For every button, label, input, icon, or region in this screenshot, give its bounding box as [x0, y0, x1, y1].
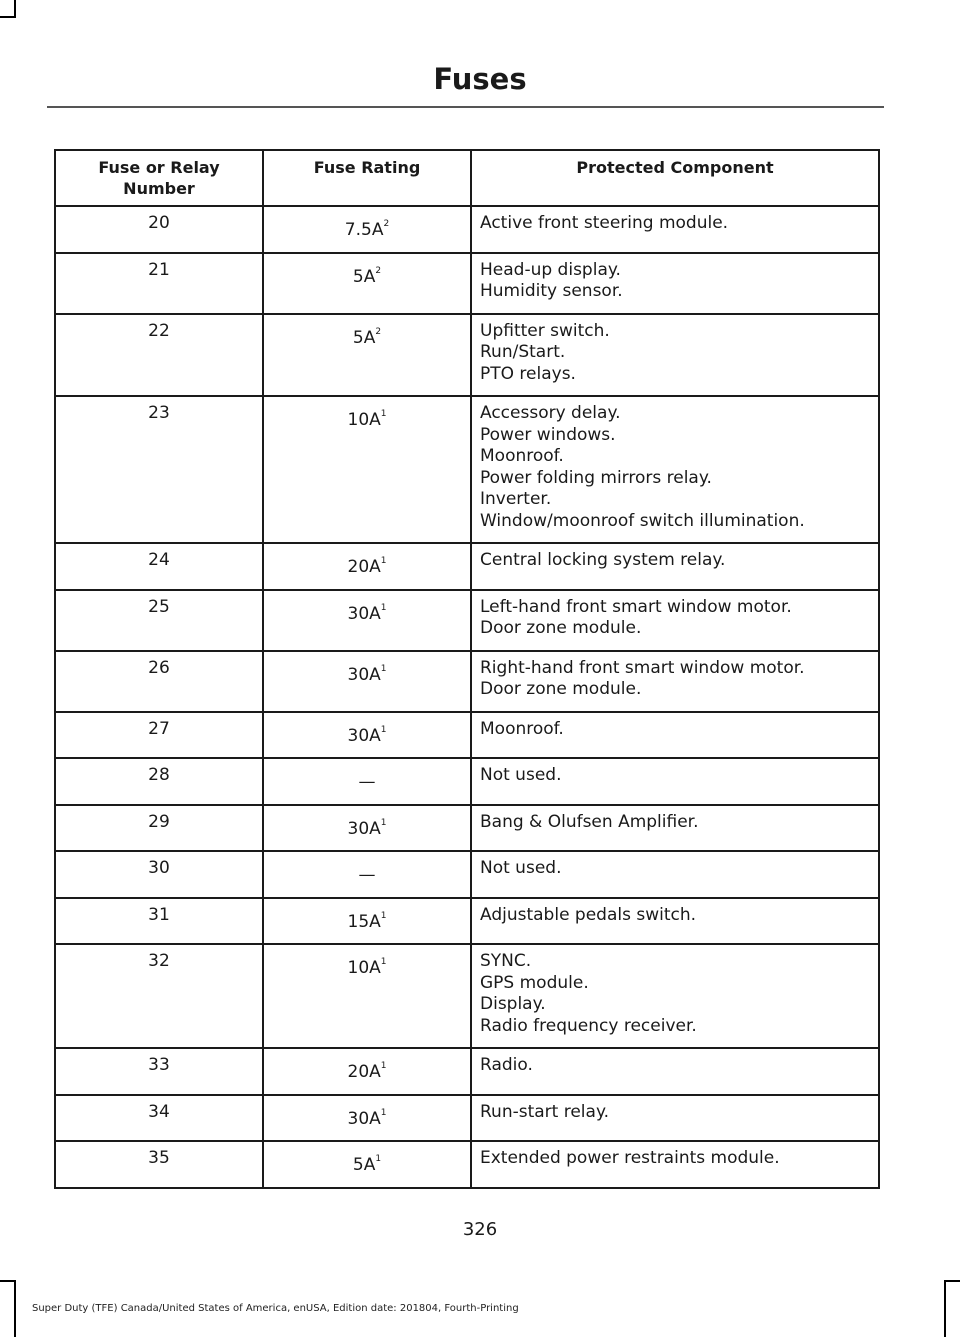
fuse-rating-value: 15A: [347, 911, 381, 932]
fuse-rating-value: —: [358, 865, 376, 885]
fuse-rating-value: 30A: [347, 664, 381, 685]
table-row: [55, 805, 879, 852]
fuse-rating: [263, 898, 471, 945]
table-row: [55, 712, 879, 759]
component-line: PTO relays.: [480, 363, 576, 384]
table-row: [55, 253, 879, 314]
footnote-marker: 1: [380, 910, 387, 921]
footnote-marker: 1: [380, 817, 387, 828]
protected-component: [471, 898, 879, 945]
component-line: Not used.: [480, 765, 562, 785]
fuse-rating: [263, 1048, 471, 1095]
column-header-component: Protected Component: [471, 150, 879, 206]
fuse-number: 22: [55, 314, 263, 397]
table-row: [55, 314, 879, 397]
fuse-number: 25: [55, 590, 263, 651]
fuse-rating: [263, 758, 471, 805]
fuse-number: 20: [55, 206, 263, 253]
table-header-row: [55, 150, 879, 206]
fuse-number: 30: [55, 851, 263, 898]
component-line: Bang & Olufsen Amplifier.: [480, 811, 699, 832]
component-line: Extended power restraints module.: [480, 1148, 780, 1168]
fuse-rating-value: 7.5A: [344, 220, 384, 240]
component-line: Radio frequency receiver.: [480, 1015, 697, 1036]
fuse-number: 34: [55, 1095, 263, 1142]
component-line: Left-hand front smart window motor.: [480, 596, 792, 617]
fuse-rating: [263, 944, 471, 1048]
component-line: Adjustable pedals switch.: [480, 904, 697, 925]
fuse-number: 33: [55, 1048, 263, 1095]
footer-text: Super Duty (TFE) Canada/United States of America, enUSA, Edition date: 201804, Fourth-Printing: [32, 1303, 519, 1314]
table-row: [55, 206, 879, 253]
crop-mark: [0, 16, 16, 18]
table-row: [55, 898, 879, 945]
table-row: [55, 590, 879, 651]
fuse-number: 35: [55, 1141, 263, 1188]
fuse-rating: [263, 851, 471, 898]
fuse-rating-value: 10A: [347, 410, 381, 430]
fuse-rating-value: 5A: [352, 266, 376, 287]
fuse-rating: [263, 396, 471, 543]
fuse-rating: [263, 1095, 471, 1142]
component-line: Humidity sensor.: [480, 281, 623, 301]
component-line: Accessory delay.: [480, 403, 621, 423]
protected-component: [471, 543, 879, 590]
protected-component: [471, 590, 879, 651]
component-line: Door zone module.: [480, 679, 642, 699]
table-row: [55, 851, 879, 898]
fuse-rating: [263, 206, 471, 253]
fuse-number: 23: [55, 396, 263, 543]
fuse-table: [54, 149, 880, 1189]
protected-component: [471, 1141, 879, 1188]
protected-component: [471, 314, 879, 397]
fuse-number: 32: [55, 944, 263, 1048]
fuse-rating: [263, 712, 471, 759]
fuse-rating-value: —: [358, 772, 376, 792]
table-row: [55, 1095, 879, 1142]
component-line: Central locking system relay.: [480, 550, 726, 570]
fuse-number: 27: [55, 712, 263, 759]
fuse-rating-value: 5A: [352, 327, 376, 348]
component-line: Moonroof.: [480, 718, 564, 739]
table-row: [55, 1048, 879, 1095]
protected-component: [471, 396, 879, 543]
footnote-marker: 1: [375, 1154, 382, 1164]
protected-component: [471, 651, 879, 712]
fuse-rating-value: 10A: [347, 958, 381, 978]
protected-component: [471, 944, 879, 1048]
fuse-rating: [263, 314, 471, 397]
fuse-number: 31: [55, 898, 263, 945]
component-line: Inverter.: [480, 489, 552, 509]
protected-component: [471, 1048, 879, 1095]
fuse-rating: [263, 651, 471, 712]
component-line: Upfitter switch.: [480, 320, 610, 341]
fuse-number: 29: [55, 805, 263, 852]
footnote-marker: 1: [380, 663, 387, 674]
component-line: Power windows.: [480, 424, 616, 445]
fuse-rating-value: 30A: [347, 818, 381, 839]
component-line: Head-up display.: [480, 259, 621, 280]
table-row: [55, 651, 879, 712]
fuse-rating-value: 20A: [347, 557, 381, 577]
footnote-marker: 1: [380, 957, 387, 967]
fuse-number: 21: [55, 253, 263, 314]
component-line: Radio.: [480, 1055, 533, 1075]
fuse-number: 26: [55, 651, 263, 712]
component-line: Run/Start.: [480, 342, 566, 362]
fuse-number: 24: [55, 543, 263, 590]
footnote-marker: 1: [380, 1107, 387, 1118]
fuse-rating-value: 5A: [352, 1155, 376, 1175]
component-line: Not used.: [480, 858, 562, 878]
table-row: [55, 396, 879, 543]
protected-component: [471, 206, 879, 253]
column-header-number: Fuse or Relay Number: [55, 150, 263, 206]
page-number: 326: [462, 1219, 498, 1240]
component-line: Power folding mirrors relay.: [480, 467, 712, 488]
fuse-rating: [263, 253, 471, 314]
table-row: [55, 944, 879, 1048]
protected-component: [471, 1095, 879, 1142]
crop-mark: [14, 1280, 16, 1337]
footnote-marker: 2: [375, 265, 382, 276]
protected-component: [471, 758, 879, 805]
crop-mark: [944, 1280, 946, 1337]
fuse-rating: [263, 1141, 471, 1188]
footnote-marker: 1: [380, 602, 387, 613]
component-line: SYNC.: [480, 951, 532, 971]
fuse-number: 28: [55, 758, 263, 805]
protected-component: [471, 712, 879, 759]
footnote-marker: 1: [380, 556, 387, 566]
footnote-marker: 1: [380, 409, 387, 419]
protected-component: [471, 253, 879, 314]
component-line: Right-hand front smart window motor.: [480, 657, 805, 678]
fuse-rating: [263, 805, 471, 852]
fuse-rating-value: 20A: [347, 1062, 381, 1082]
component-line: Door zone module.: [480, 618, 642, 638]
table-row: [55, 543, 879, 590]
page-title: Fuses: [433, 62, 527, 96]
component-line: Moonroof.: [480, 446, 564, 466]
column-header-rating: Fuse Rating: [263, 150, 471, 206]
crop-mark: [0, 1280, 16, 1282]
fuse-rating-value: 30A: [347, 1108, 381, 1129]
fuse-rating: [263, 590, 471, 651]
fuse-rating-value: 30A: [347, 603, 381, 624]
table-row: [55, 1141, 879, 1188]
component-line: Active front steering module.: [480, 213, 729, 233]
fuse-rating-value: 30A: [347, 725, 381, 746]
crop-mark: [944, 1280, 960, 1282]
footnote-marker: 1: [380, 1061, 387, 1071]
footnote-marker: 2: [383, 219, 390, 229]
table-row: [55, 758, 879, 805]
component-line: GPS module.: [480, 972, 589, 993]
protected-component: [471, 805, 879, 852]
protected-component: [471, 851, 879, 898]
footnote-marker: 2: [375, 326, 382, 337]
title-divider: [47, 106, 884, 108]
footnote-marker: 1: [380, 724, 387, 735]
fuse-table-body: [55, 206, 879, 1188]
component-line: Run-start relay.: [480, 1101, 609, 1122]
component-line: Window/moonroof switch illumination.: [480, 510, 805, 531]
component-line: Display.: [480, 994, 546, 1014]
fuse-rating: [263, 543, 471, 590]
